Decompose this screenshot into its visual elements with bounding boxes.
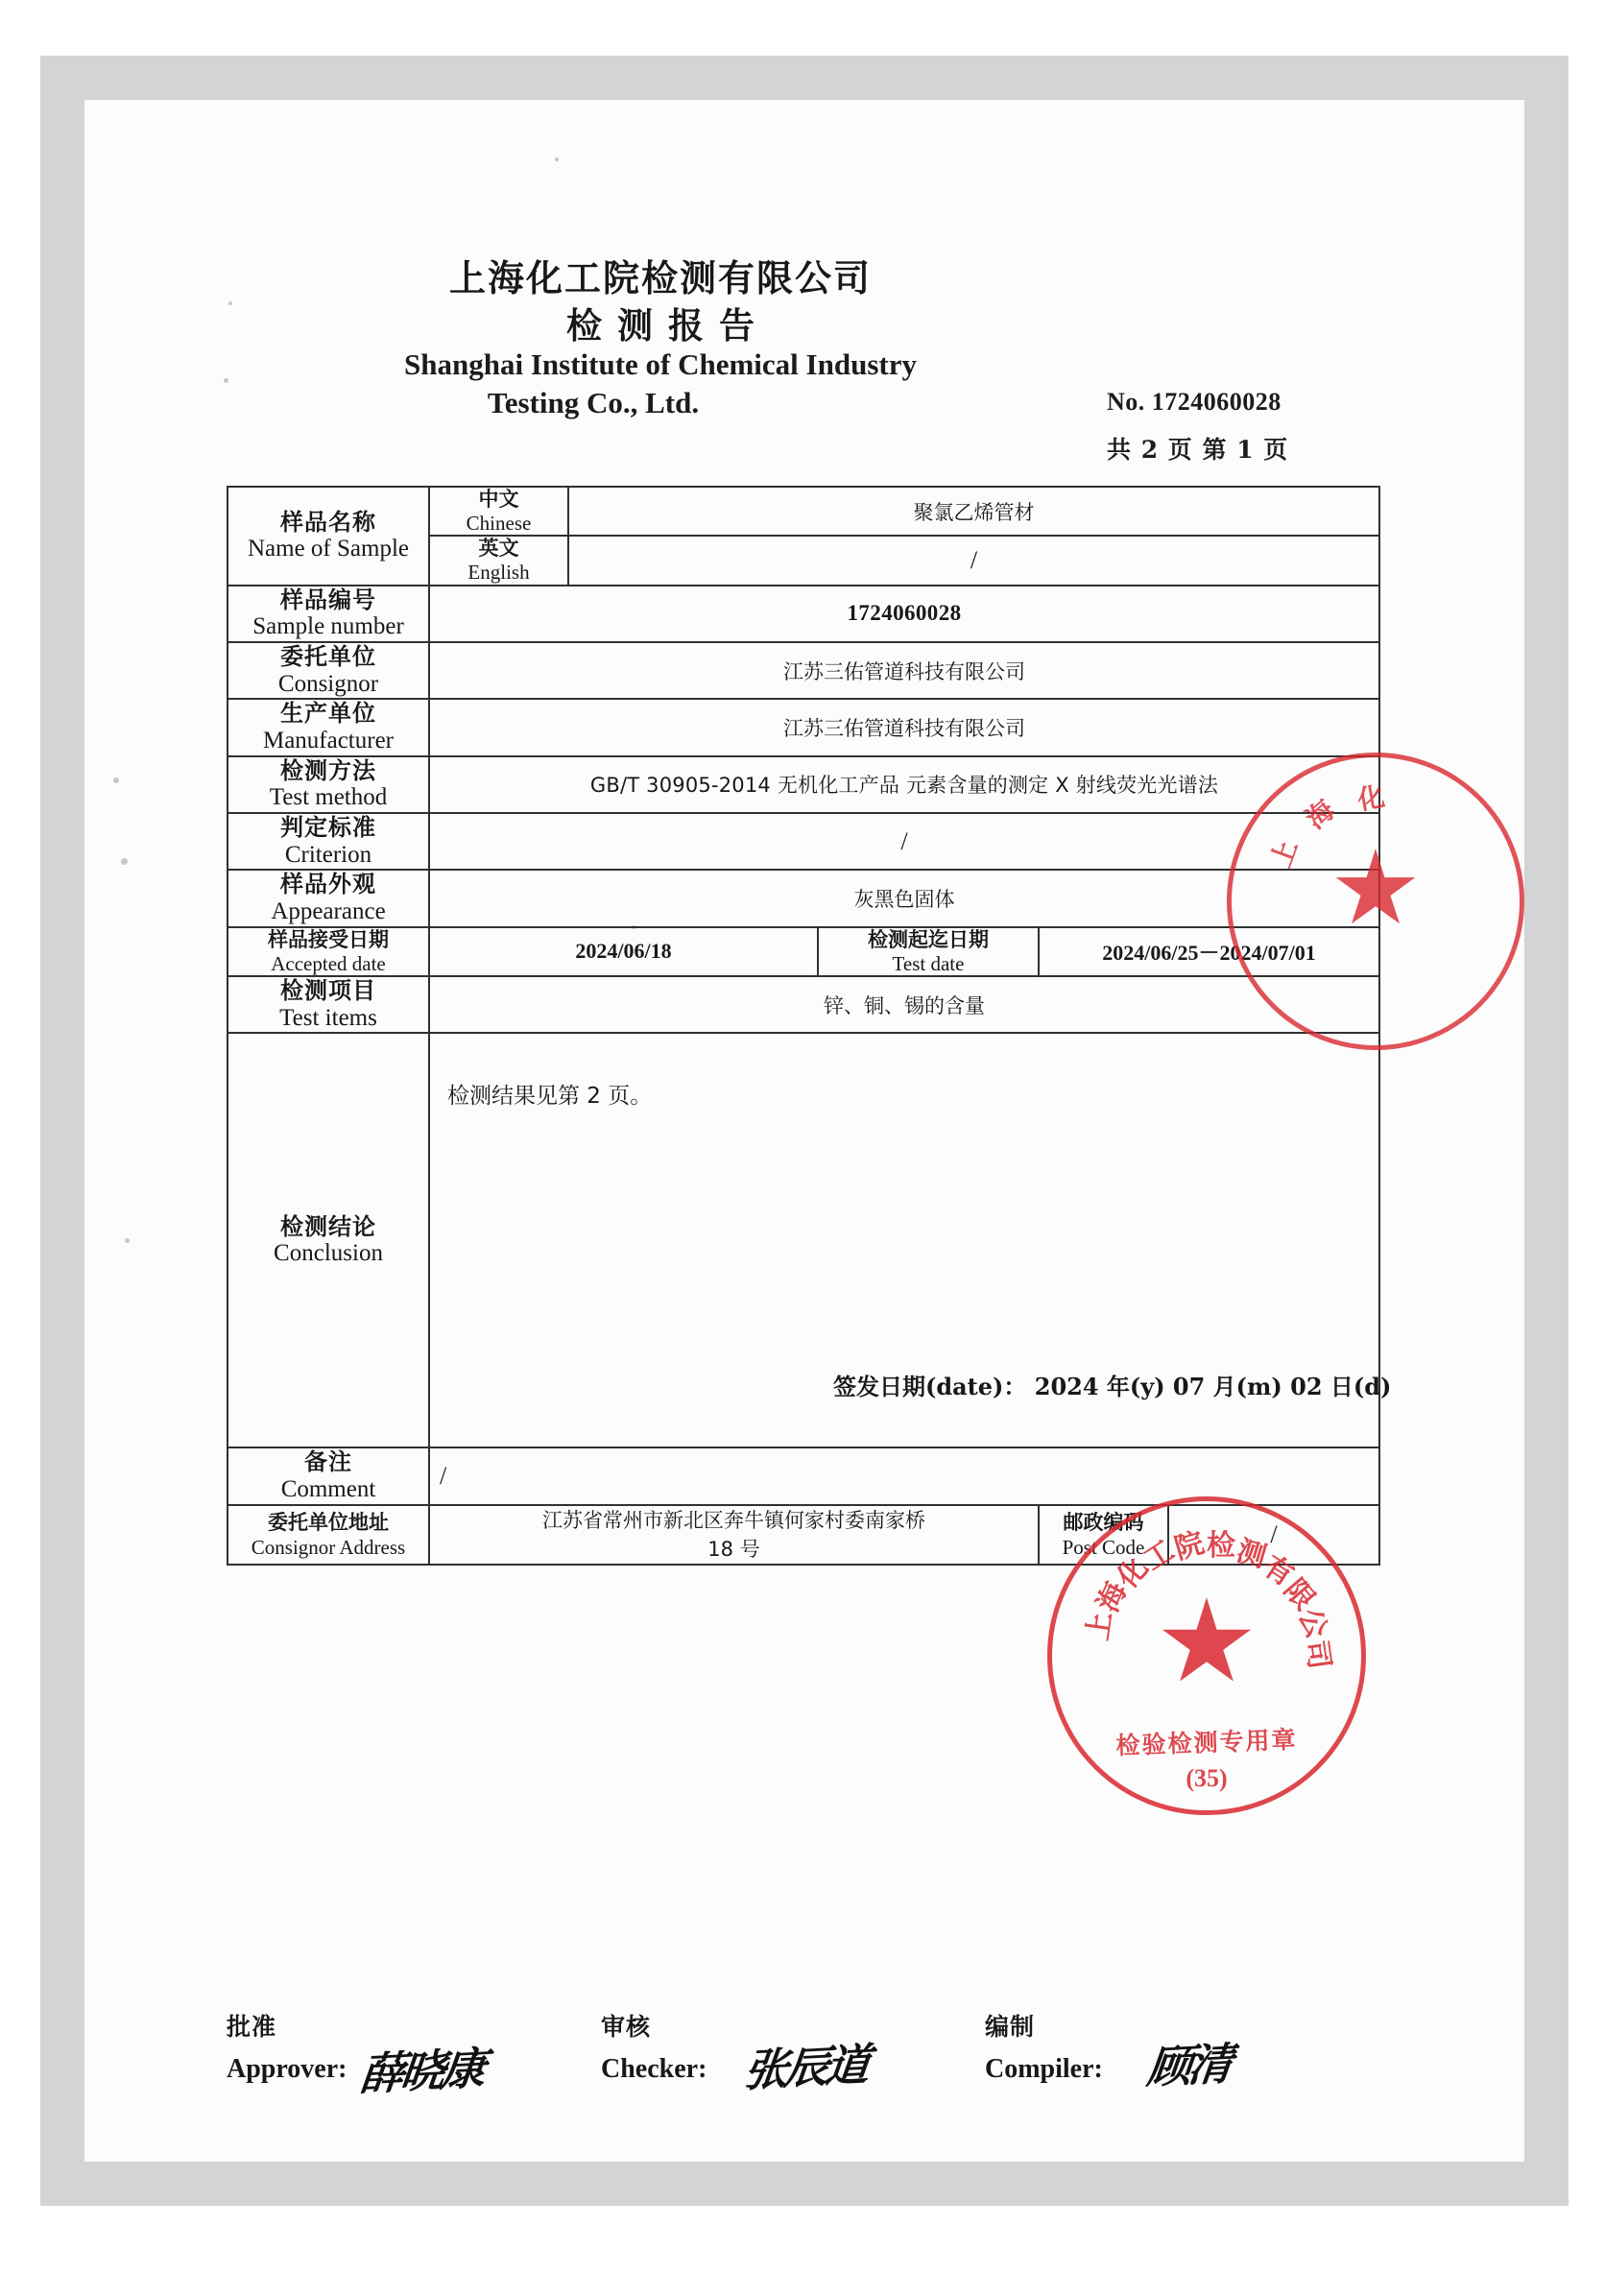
cell-label-accepted-date xyxy=(228,927,429,976)
cell-label-manufacturer xyxy=(228,699,429,755)
cell-label-test-method xyxy=(228,756,429,813)
scan-speck xyxy=(113,777,119,783)
partial-seal-clip xyxy=(1264,745,1524,1062)
label-appearance-en: Appearance xyxy=(271,897,386,924)
cell-label-conclusion xyxy=(228,1033,429,1447)
cell-label-criterion xyxy=(228,813,429,870)
cell-value-post-code: / xyxy=(1168,1505,1379,1566)
label-accepted-date-en: Accepted date xyxy=(271,951,386,975)
company-name-cn: 上海化工院检测有限公司 xyxy=(448,256,872,299)
label-comment-en: Comment xyxy=(280,1475,376,1502)
label-appearance-cn: 样品外观 xyxy=(280,870,376,898)
report-page xyxy=(84,100,1524,2162)
seal-code: (35) xyxy=(1186,1764,1228,1792)
signature-footer xyxy=(227,2008,1388,2123)
cell-value-conclusion xyxy=(429,1033,1392,1447)
label-criterion-en: Criterion xyxy=(284,841,372,868)
report-table xyxy=(227,486,1392,1566)
table-row-criterion xyxy=(228,813,1379,870)
cell-label-appearance xyxy=(228,870,429,926)
label-test-method-cn: 检测方法 xyxy=(280,755,376,784)
label-sample-number-cn: 样品编号 xyxy=(280,585,376,613)
issue-date-line: 签发日期(date)： 2024 年(y) 07 月(m) 02 日(d) xyxy=(833,1373,1392,1401)
cell-value-comment: / xyxy=(429,1447,1379,1504)
signature-ink-compiler: 顾清 xyxy=(1144,2037,1232,2094)
label-consignor-address-en: Consignor Address xyxy=(251,1535,406,1559)
cell-label-sample-name-chinese xyxy=(429,487,568,536)
label-manufacturer-en: Manufacturer xyxy=(262,727,395,753)
label-chinese-cn: 中文 xyxy=(478,487,519,511)
table-row-test-items xyxy=(228,976,1379,1033)
cell-label-post-code xyxy=(1039,1505,1168,1566)
label-chinese-en: Chinese xyxy=(466,512,532,536)
cell-value-accepted-date: 2024/06/18 xyxy=(429,927,818,976)
table-row-conclusion xyxy=(228,1033,1379,1447)
label-compiler-cn: 编制 xyxy=(985,2013,1036,2041)
cell-label-sample-number xyxy=(228,586,429,642)
label-test-method-en: Test method xyxy=(269,784,388,811)
signature-ink-approver: 薛晓康 xyxy=(357,2042,485,2101)
table-row-consignor-address xyxy=(228,1505,1379,1566)
cell-value-consignor: 江苏三佑管道科技有限公司 xyxy=(429,642,1379,699)
scan-speck xyxy=(121,858,128,865)
label-sample-number-en: Sample number xyxy=(252,613,404,640)
label-accepted-date-cn: 样品接受日期 xyxy=(268,926,389,951)
partial-official-seal-stamp: 上 海 化 xyxy=(1227,753,1524,1050)
table-row-dates xyxy=(228,927,1379,976)
label-test-items-en: Test items xyxy=(279,1004,377,1031)
cell-value-criterion: / xyxy=(429,813,1379,870)
table-row-appearance xyxy=(228,870,1379,926)
table-row-sample-number xyxy=(228,586,1379,642)
label-comment-cn: 备注 xyxy=(304,1447,352,1476)
label-english-cn: 英文 xyxy=(478,536,519,561)
label-consignor-en: Consignor xyxy=(277,670,379,697)
cell-label-sample-name-english xyxy=(429,536,568,585)
cell-label-test-items xyxy=(228,976,429,1033)
label-checker-cn: 审核 xyxy=(601,2013,652,2041)
cell-label-comment xyxy=(228,1447,429,1504)
cell-value-test-items: 锌、铜、锡的含量 xyxy=(429,976,1379,1033)
cell-value-test-method: GB/T 30905-2014 无机化工产品 元素含量的测定 X 射线荧光光谱法 xyxy=(429,756,1379,813)
label-test-date-cn: 检测起迄日期 xyxy=(868,926,989,951)
cell-value-sample-number: 1724060028 xyxy=(429,586,1379,642)
page-indicator: 共 2 页 第 1 页 xyxy=(1107,436,1289,464)
cell-value-appearance: 灰黑色固体 xyxy=(429,870,1379,926)
label-approver-cn: 批准 xyxy=(227,2013,277,2041)
scan-speck xyxy=(555,157,559,161)
cell-value-test-date: 2024/06/25－2024/07/01 xyxy=(1039,927,1379,976)
cell-label-consignor xyxy=(228,642,429,699)
signature-ink-checker: 张辰道 xyxy=(741,2038,869,2097)
consignor-address-line2: 18 号 xyxy=(707,1538,760,1562)
label-post-code-cn: 邮政编码 xyxy=(1063,1510,1144,1535)
label-checker-en: Checker: xyxy=(601,2054,707,2084)
label-consignor-address-cn: 委托单位地址 xyxy=(268,1510,389,1535)
red-star-icon xyxy=(1161,1597,1253,1689)
label-manufacturer-cn: 生产单位 xyxy=(280,699,376,728)
label-approver-en: Approver: xyxy=(227,2054,347,2084)
table-row-test-method xyxy=(228,756,1379,813)
consignor-address-line1: 江苏省常州市新北区奔牛镇何家村委南家桥 xyxy=(542,1508,925,1532)
seal-bottom-text: 检验检测专用章 xyxy=(1115,1725,1299,1760)
cell-label-consignor-address xyxy=(228,1505,429,1566)
label-test-items-cn: 检测项目 xyxy=(280,975,376,1004)
company-name-en-line1: Shanghai Institute of Chemical Industry xyxy=(404,347,917,381)
label-sample-name-cn: 样品名称 xyxy=(280,507,376,536)
cell-value-manufacturer: 江苏三佑管道科技有限公司 xyxy=(429,699,1379,755)
cell-label-sample-name xyxy=(228,487,429,586)
signature-block-checker xyxy=(601,2008,707,2085)
table-row-consignor xyxy=(228,642,1379,699)
official-seal-stamp: 上 海 化 工 院 检 测 有 限 公 司 检验检测专用章 (35) xyxy=(1047,1496,1366,1815)
conclusion-text: 检测结果见第 2 页。 xyxy=(447,1084,653,1110)
table-row-comment xyxy=(228,1447,1379,1504)
company-name-en-line2: Testing Co., Ltd. xyxy=(487,386,700,419)
table-row-manufacturer xyxy=(228,699,1379,755)
label-sample-name-en: Name of Sample xyxy=(247,536,409,562)
table-row-sample-name-cn xyxy=(228,487,1379,536)
cell-value-sample-name-english: / xyxy=(568,536,1379,585)
label-post-code-en: Post Code xyxy=(1062,1535,1145,1559)
cell-value-sample-name-chinese: 聚氯乙烯管材 xyxy=(568,487,1379,536)
cell-value-consignor-address xyxy=(429,1505,1039,1566)
label-criterion-cn: 判定标准 xyxy=(280,812,376,841)
cell-label-test-date xyxy=(818,927,1039,976)
label-conclusion-en: Conclusion xyxy=(274,1240,383,1267)
scan-speck xyxy=(125,1238,130,1243)
signature-block-approver xyxy=(227,2008,347,2085)
report-title-cn: 检测报告 xyxy=(566,304,770,347)
label-english-en: English xyxy=(467,561,530,585)
signature-block-compiler xyxy=(985,2008,1103,2085)
label-compiler-en: Compiler: xyxy=(985,2054,1103,2084)
label-consignor-cn: 委托单位 xyxy=(280,641,376,670)
report-number: No. 1724060028 xyxy=(1107,388,1282,416)
label-test-date-en: Test date xyxy=(892,951,965,975)
label-conclusion-cn: 检测结论 xyxy=(280,1211,376,1240)
